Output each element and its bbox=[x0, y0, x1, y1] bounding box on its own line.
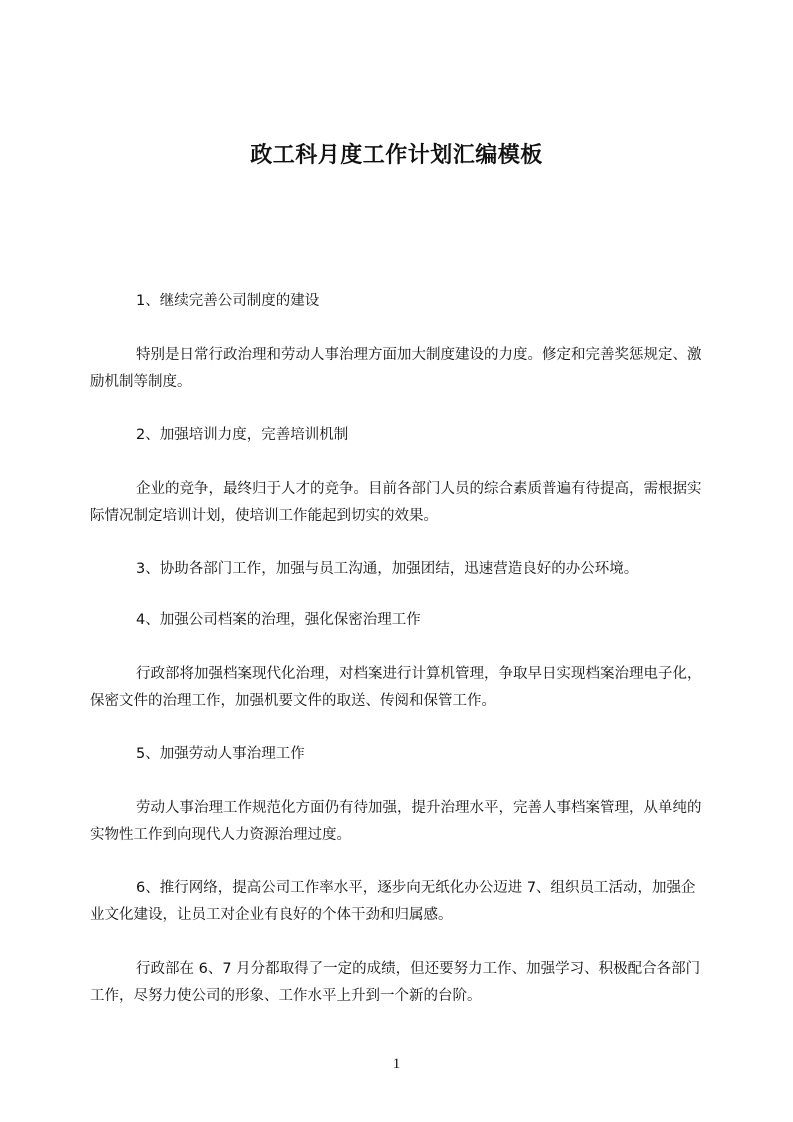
section-item-6-7: 6、推行网络，提高公司工作率水平，逐步向无纸化办公迈进 7、组织员工活动，加强企业文化建设，让员工对企业有良好的个体干劲和归属感。 bbox=[90, 880, 696, 923]
section-item-3: 3、协助各部门工作，加强与员工沟通，加强团结，迅速营造良好的办公环境。 bbox=[136, 561, 639, 577]
section-body-4: 行政部将加强档案现代化治理，对档案进行计算机管理，争取早日实现档案治理电子化，保密文件的治理工作，加强机要文件的取送、传阅和保管工作。 bbox=[90, 666, 702, 709]
section-body-2: 企业的竞争，最终归于人才的竞争。目前各部门人员的综合素质普遍有待提高，需根据实际情况制定培训计划，使培训工作能起到切实的效果。 bbox=[90, 481, 702, 524]
closing-paragraph: 行政部在 6、7 月分都取得了一定的成绩，但还要努力工作、加强学习、积极配合各部门工作，尽努力使公司的形象、工作水平上升到一个新的台阶。 bbox=[90, 961, 701, 1004]
section-body-1: 特别是日常行政治理和劳动人事治理方面加大制度建设的力度。修定和完善奖惩规定、激励机制等制度。 bbox=[90, 347, 702, 390]
document-title: 政工科月度工作计划汇编模板 bbox=[250, 143, 543, 168]
section-heading-5: 5、加强劳动人事治理工作 bbox=[136, 746, 305, 762]
section-body-5: 劳动人事治理工作规范化方面仍有待加强，提升治理水平，完善人事档案管理，从单纯的实物性工作到向现代人力资源治理过度。 bbox=[90, 800, 702, 843]
page-number: 1 bbox=[392, 1056, 401, 1072]
section-heading-4: 4、加强公司档案的治理，强化保密治理工作 bbox=[136, 612, 421, 628]
section-heading-2: 2、加强培训力度，完善培训机制 bbox=[136, 427, 349, 443]
section-heading-1: 1、继续完善公司制度的建设 bbox=[136, 293, 320, 309]
